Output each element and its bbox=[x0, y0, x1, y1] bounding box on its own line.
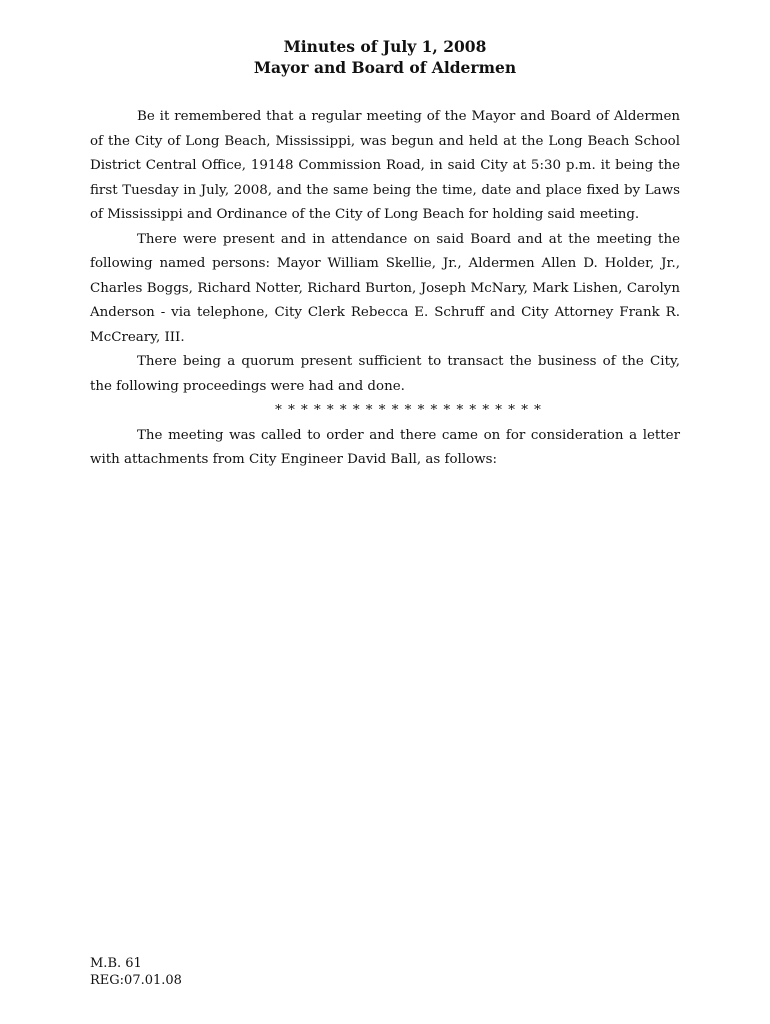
document-title bbox=[0, 36, 770, 78]
paragraph-attendance: There were present and in attendance on said Board and at the meeting the following named persons: Mayor William Skellie, Jr., Aldermen Allen D. Holder, Jr., Charles Boggs, Richard Notter, Richard Burton, Joseph McNary, Mark Lishen, Carolyn Anderson - via telephone, City Clerk Rebecca E. Schruff and City Attorney Frank R. McCreary, III. bbox=[90, 231, 680, 345]
document-body bbox=[90, 105, 680, 473]
title-line-board: Mayor and Board of Aldermen bbox=[253, 58, 517, 77]
title-line-date: Minutes of July 1, 2008 bbox=[283, 37, 487, 56]
paragraph-quorum: There being a quorum present sufficient to transact the business of the City, the following proceedings were had and done. bbox=[90, 354, 680, 394]
separator-stars: * * * * * * * * * * * * * * * * * * * * * bbox=[275, 403, 542, 418]
minute-book-number: M.B. 61 bbox=[90, 956, 142, 971]
paragraph-meeting-opening: Be it remembered that a regular meeting of the Mayor and Board of Aldermen of the City of Long Beach, Mississippi, was begun and held at the Long Beach School District Central Office, 19148 Commission Road, in said City at 5:30 p.m. it being the first Tuesday in July, 2008, and the same being the time, date and place fixed by Laws of Mississippi and Ordinance of the City of Long Beach for holding said meeting. bbox=[90, 109, 680, 222]
page-footer bbox=[90, 955, 182, 989]
paragraph-call-to-order: The meeting was called to order and there came on for consideration a letter with attachments from City Engineer David Ball, as follows: bbox=[90, 427, 680, 467]
regular-meeting-code: REG:07.01.08 bbox=[90, 973, 182, 988]
